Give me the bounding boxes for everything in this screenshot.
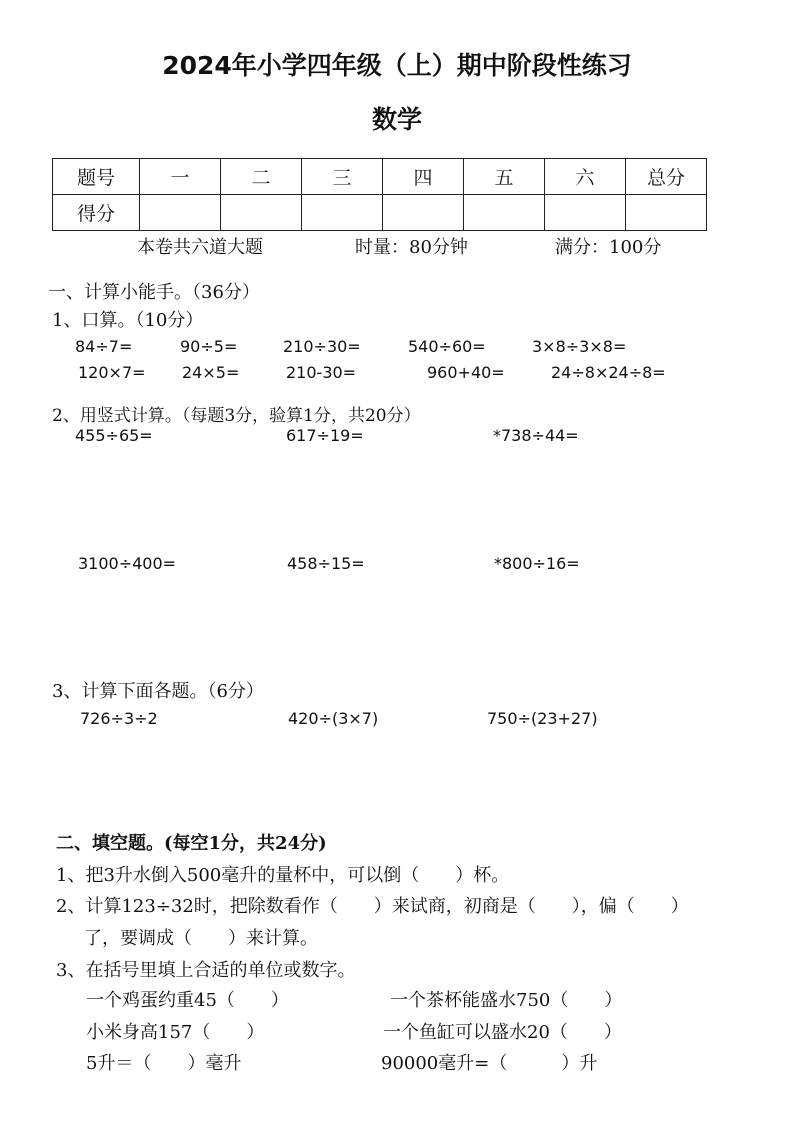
table-cell: 六 [545,159,626,195]
score-input-cell[interactable] [545,195,626,231]
score-input-cell[interactable] [464,195,545,231]
question-heading: 3、计算下面各题。（6分） [52,681,264,702]
subject-title: 数学 [371,105,422,134]
oral-item: 210-30= [286,363,357,382]
score-input-cell[interactable] [302,195,383,231]
oral-item: 540÷60= [408,337,486,356]
vertical-calc-item: *800÷16= [494,554,580,573]
fill-question: 1、把3升水倒入500毫升的量杯中，可以倒（ ）杯。 [56,865,510,886]
oral-item: 120×7= [78,363,146,382]
table-cell: 得分 [53,195,140,231]
oral-item: 24÷8×24÷8= [551,363,666,382]
table-cell: 一 [140,159,221,195]
vertical-calc-item: 455÷65= [75,426,153,445]
fill-item: 小米身高157（ ） [86,1022,265,1043]
fill-question: 3、在括号里填上合适的单位或数字。 [56,960,356,981]
table-cell: 二 [221,159,302,195]
fill-item: 90000毫升=（ ）升 [381,1053,598,1074]
score-input-cell[interactable] [383,195,464,231]
table-row [53,159,707,195]
calc-item: 726÷3÷2 [80,709,158,728]
table-cell: 五 [464,159,545,195]
score-input-cell[interactable] [626,195,707,231]
fill-item: 一个鱼缸可以盛水20（ ） [383,1022,622,1043]
vertical-calc-item: 458÷15= [287,554,365,573]
table-cell: 总分 [626,159,707,195]
table-cell: 题号 [53,159,140,195]
score-input-cell[interactable] [140,195,221,231]
calc-item: 750÷(23+27) [487,709,598,728]
info-full-marks: 满分：100分 [555,237,662,258]
calc-item: 420÷(3×7) [288,709,379,728]
fill-question: 2、计算123÷32时，把除数看作（ ）来试商，初商是（ ），偏（ ） [56,896,689,917]
score-input-cell[interactable] [221,195,302,231]
section-heading: 一、计算小能手。（36分） [48,282,260,303]
info-time: 时量：80分钟 [355,237,468,258]
question-heading: 2、用竖式计算。（每题3分，验算1分，共20分） [52,406,421,426]
oral-item: 84÷7= [75,337,133,356]
page-title: 2024年小学四年级（上）期中阶段性练习 [162,51,632,80]
fill-item: 5升＝（ ）毫升 [86,1053,242,1074]
oral-item: 210÷30= [283,337,361,356]
score-table [52,158,707,231]
fill-item: 一个鸡蛋约重45（ ） [86,990,289,1011]
section-heading: 二、填空题。(每空1分，共24分) [56,833,327,854]
fill-item: 一个茶杯能盛水750（ ） [390,990,623,1011]
table-cell: 四 [383,159,464,195]
fill-question: 了，要调成（ ）来计算。 [84,928,318,949]
vertical-calc-item: 617÷19= [286,426,364,445]
vertical-calc-item: *738÷44= [493,426,579,445]
table-row [53,195,707,231]
info-sections: 本卷共六道大题 [137,237,263,258]
table-cell: 三 [302,159,383,195]
vertical-calc-item: 3100÷400= [78,554,177,573]
oral-item: 90÷5= [180,337,238,356]
question-heading: 1、口算。（10分） [52,310,204,331]
oral-item: 960+40= [427,363,505,382]
oral-item: 24×5= [182,363,240,382]
oral-item: 3×8÷3×8= [532,337,627,356]
